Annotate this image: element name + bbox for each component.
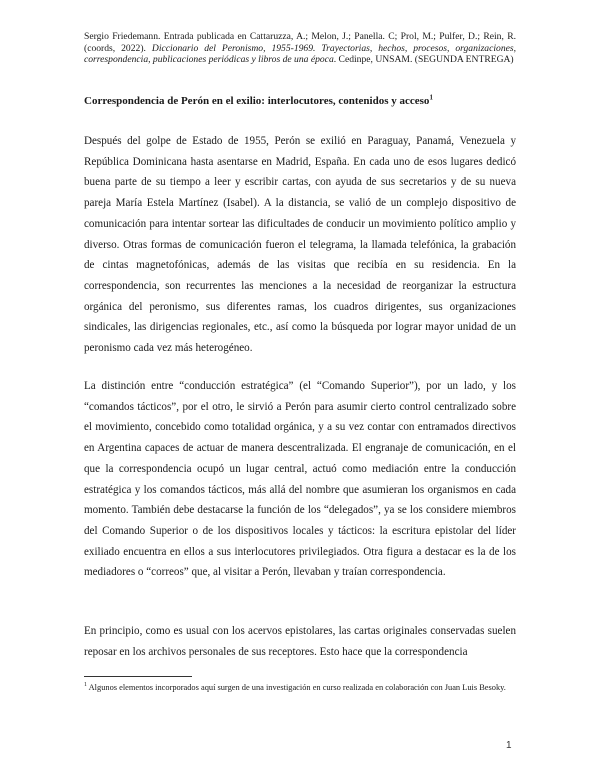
paragraph-2: La distinción entre “conducción estratégica” (el “Comando Superior”), por un lado, y los “comandos tácticos”, por el otro, le sirvió a Perón para asumir cierto control centralizado sobre el movimiento, concebido como totalidad orgánica, y a su vez contar con entramados directivos en Argentina capaces de actuar de manera descentralizada. El engranaje de comunicación, en el que la correspondencia ocupó un lugar central, actuó como mediación entre la conducción estratégica y los comandos tácticos, más allá del nombre que asumieran los organismos en cada momento. También debe destacarse la función de los “delegados”, ya se los considere miembros del Comando Superior o de los dispositivos locales y tácticos: la escritura epistolar del líder exiliado encuentra en ellos a sus interlocutores privilegiados. Otra figura a destacar es la de los mediadores o “correos” que, al visitar a Perón, llevaban y traían correspondencia. bbox=[84, 380, 516, 579]
citation-publisher: . Cedinpe, UNSAM. (SEGUNDA ENTREGA) bbox=[333, 54, 514, 66]
citation-book-title: Diccionario del Peronismo, 1955-1969. Trayectorias, hechos, procesos, organizaciones, correspondencia, publicaciones periódicas y libros de una época bbox=[84, 42, 517, 66]
section-title-text: Correspondencia de Perón en el exilio: interlocutores, contenidos y acceso bbox=[84, 95, 430, 107]
footnote-text: Algunos elementos incorporados aquí surgen de una investigación en curso realizada en colaboración con Juan Luis Besoky. bbox=[87, 683, 506, 692]
paragraph-1: Después del golpe de Estado de 1955, Perón se exilió en Paraguay, Panamá, Venezuela y República Dominicana hasta asentarse en Madrid, España. En cada uno de esos lugares dedicó buena parte de su tiempo a leer y escribir cartas, con ayuda de sus secretarios y de su nueva pareja María Estela Martínez (Isabel). A la distancia, se valió de un complejo dispositivo de comunicación para intentar sortear las dificultades de conducir un movimiento político amplio y diverso. Otras formas de comunicación fueron el telegrama, la llamada telefónica, la grabación de cintas magnetofónicas, además de las visitas que recibía en su residencia. En la correspondencia, son recurrentes las menciones a la necesidad de reorganizar la estructura orgánica del peronismo, sus diferentes ramas, los cuadros dirigentes, sus organizaciones sindicales, las dirigencias regionales, etc., así como la búsqueda por lograr mayor unidad de un peronismo cada vez más heterogéneo. bbox=[84, 135, 516, 355]
footnote-separator bbox=[84, 676, 192, 677]
footnote bbox=[84, 683, 516, 694]
paragraph-3: En principio, como es usual con los acervos epistolares, las cartas originales conservadas suelen reposar en los archivos personales de sus receptores. Esto hace que la correspondencia bbox=[84, 625, 516, 658]
footnote-reference[interactable]: 1 bbox=[429, 93, 433, 102]
footnote-marker: 1 bbox=[84, 682, 87, 689]
citation-text: Sergio Friedemann. Entrada publicada en Cattaruzza, A.; Melon, J.; Panella. C; Prol, M.; Pulfer, D.; Rein, R. (coords, 2022). bbox=[84, 31, 516, 54]
citation-header bbox=[84, 31, 516, 66]
section-title bbox=[84, 94, 524, 108]
page-number: 1 bbox=[506, 740, 512, 751]
